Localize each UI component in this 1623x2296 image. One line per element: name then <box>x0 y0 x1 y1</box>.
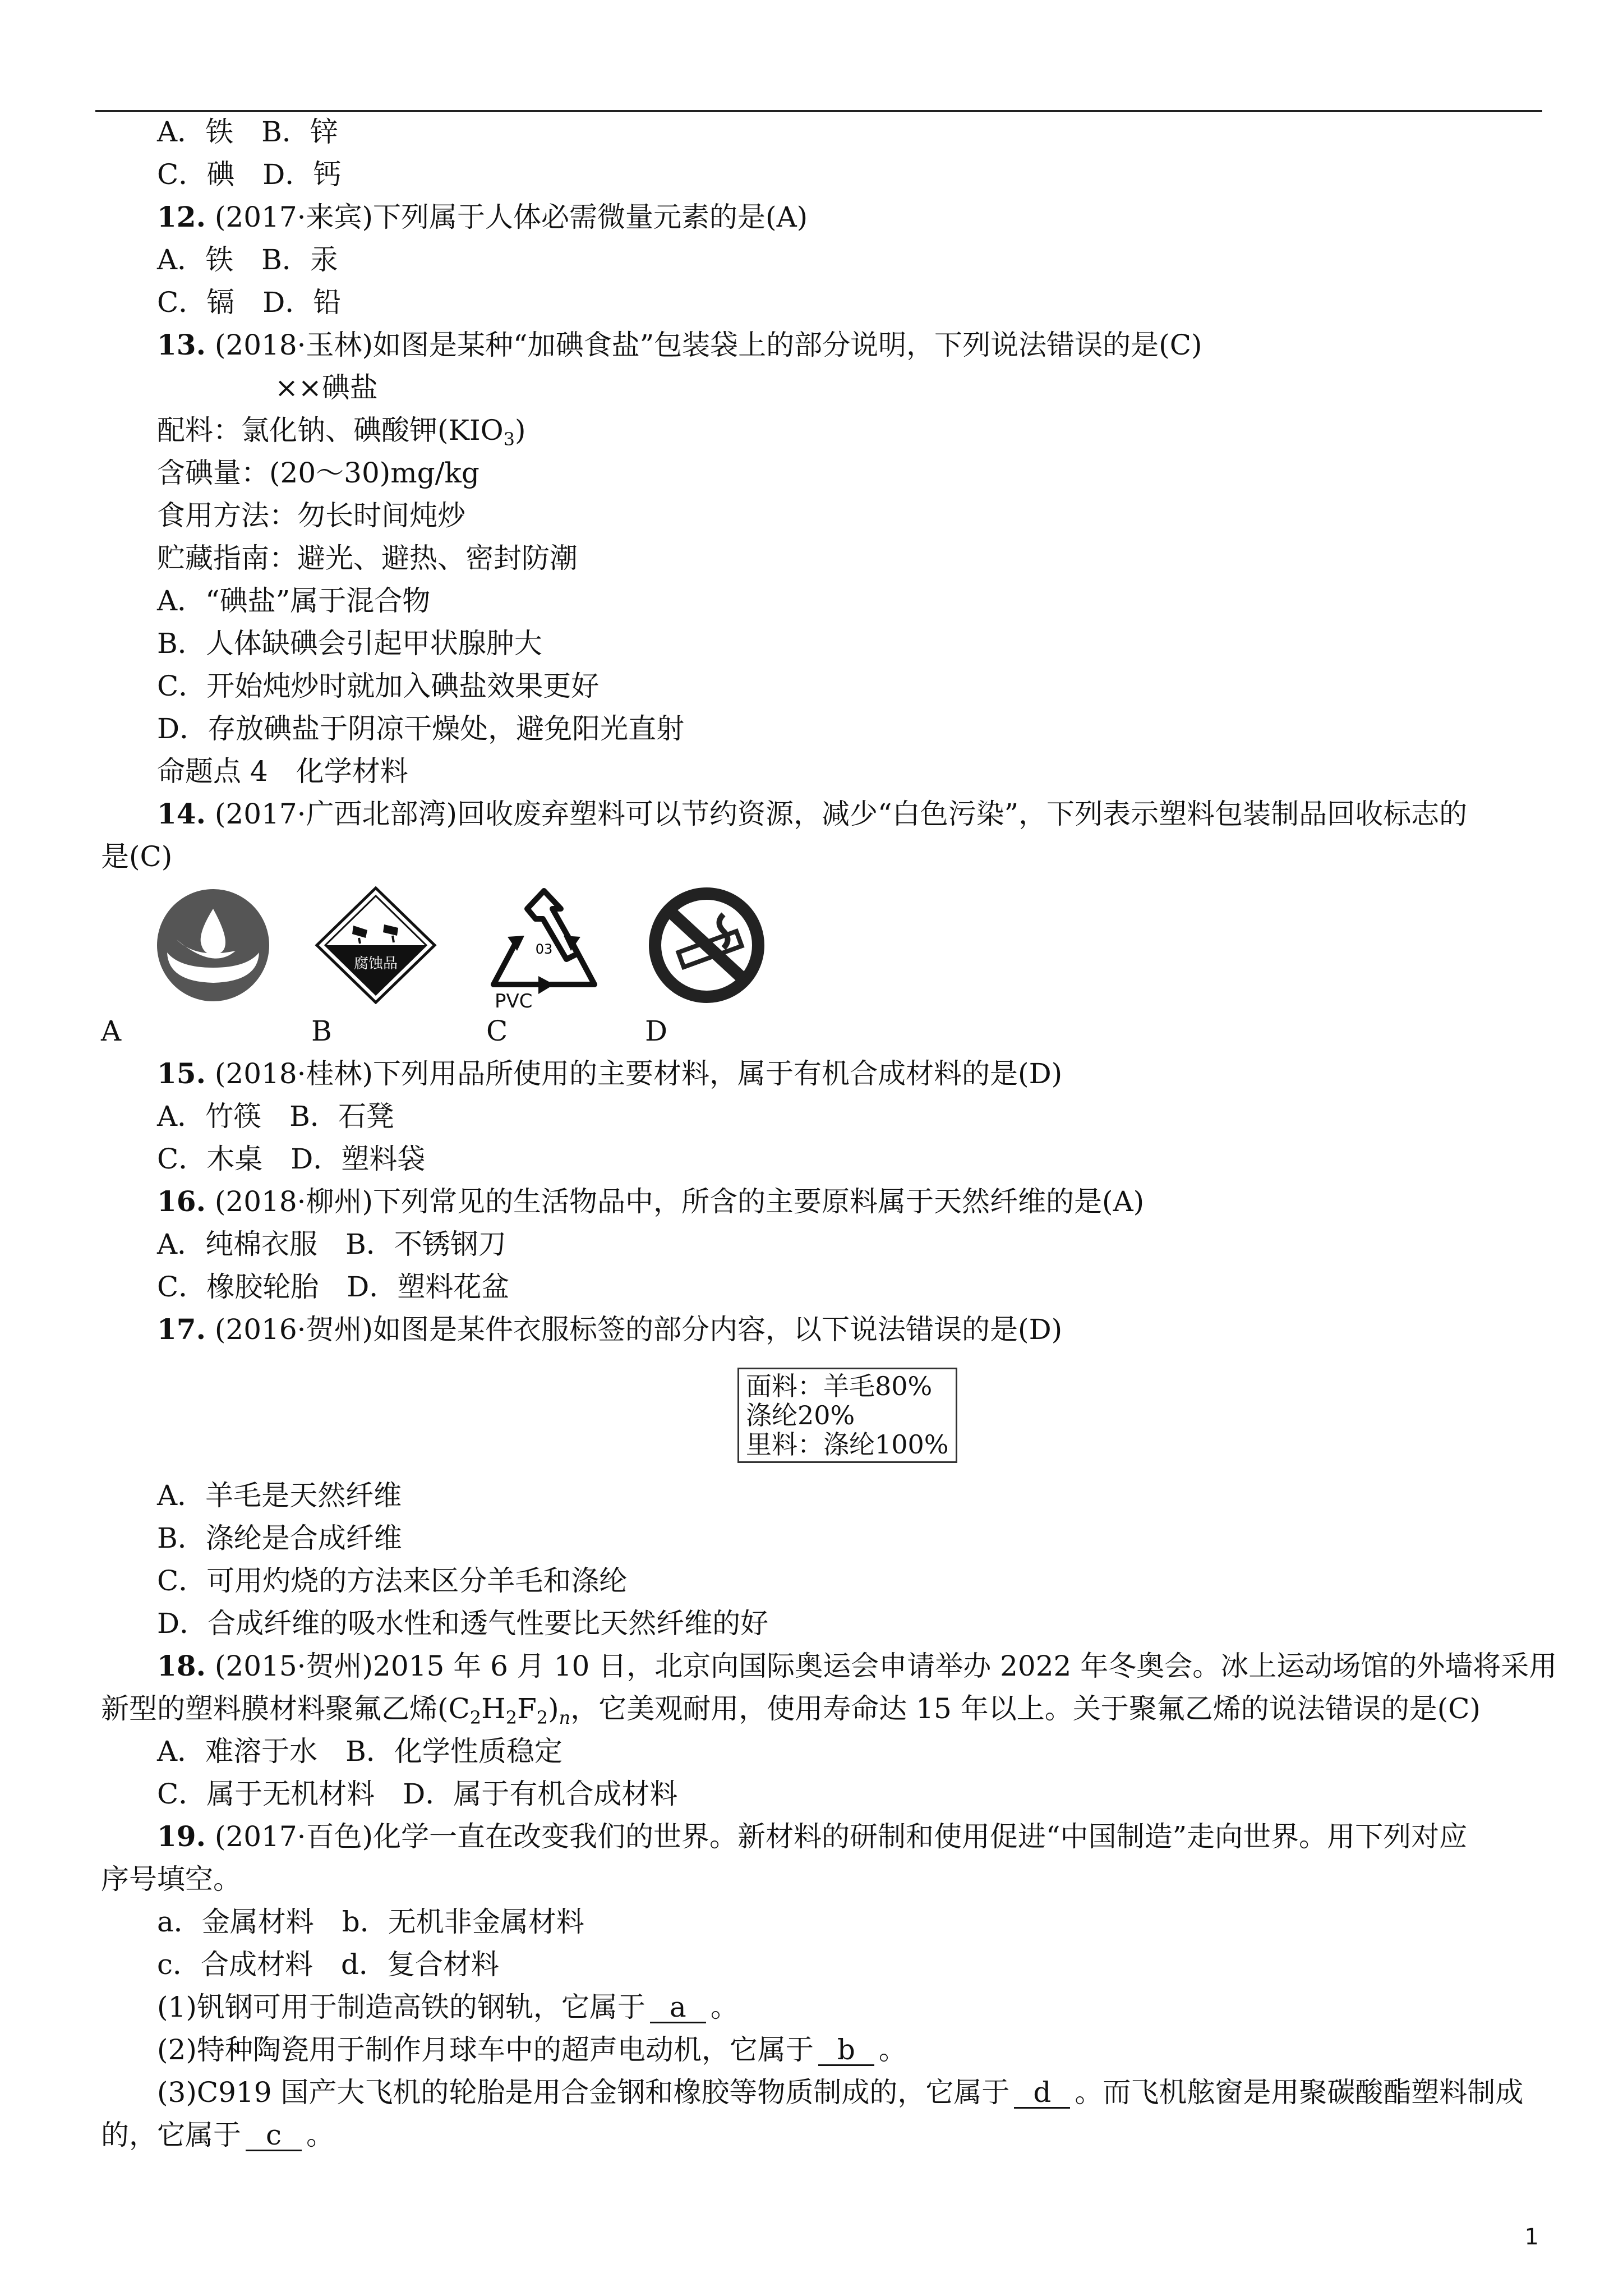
option-line: a．金属材料 b．无机非金属材料 <box>157 1906 584 1938</box>
label-row: 面料：羊毛80% <box>746 1371 933 1401</box>
option-line: c．合成材料 d．复合材料 <box>157 1948 500 1981</box>
question-text-cont: 序号填空。 <box>101 1863 241 1895</box>
salt-ingredients <box>157 413 525 456</box>
corrosive-text: 腐蚀品 <box>353 955 398 972</box>
question-number: 17. <box>157 1313 206 1346</box>
question-12 <box>157 200 808 234</box>
question-text: (2016·贺州)如图是某件衣服标签的部分内容，以下说法错误的是(D) <box>214 1313 1063 1346</box>
icon-label-d: D <box>645 1015 668 1047</box>
subscript: 2 <box>505 1707 518 1728</box>
option-line: C．碘 D．钙 <box>157 158 342 191</box>
text: 。 <box>306 2119 334 2151</box>
question-text: (2018·柳州)下列常见的生活物品中，所含的主要原料属于天然纤维的是(A) <box>214 1185 1145 1218</box>
resin-code: 03 <box>535 941 553 957</box>
subscript: 2 <box>469 1707 482 1728</box>
question-text-cont <box>101 1692 1481 1734</box>
answer-blank: a <box>650 1993 706 2023</box>
pvc-recycle-icon <box>482 886 606 1004</box>
question-number: 15. <box>157 1057 206 1090</box>
question-17 <box>157 1313 1062 1346</box>
label-row: 涤纶20% <box>746 1400 855 1430</box>
text: 。而飞机舷窗是用聚碳酸酯塑料制成 <box>1075 2076 1524 2109</box>
option-line: B．人体缺碘会引起甲状腺肿大 <box>157 627 542 660</box>
question-text: (2018·桂林)下列用品所使用的主要材料，属于有机合成材料的是(D) <box>214 1057 1063 1090</box>
no-smoking-icon <box>645 886 768 1004</box>
icon-label-c: C <box>486 1015 508 1047</box>
topic-heading: 命题点 4 化学材料 <box>157 755 408 788</box>
question-number: 18. <box>157 1649 206 1682</box>
question-text: (2015·贺州)2015 年 6 月 10 日，北京向国际奥运会申请举办 2022 年冬奥会。冰上运动场馆的外墙将采用 <box>214 1650 1557 1682</box>
text: H <box>481 1692 506 1725</box>
option-line: A．难溶于水 B．化学性质稳定 <box>157 1735 562 1768</box>
subscript: n <box>559 1707 571 1728</box>
sub-question-2 <box>157 2033 907 2067</box>
text: ，它美观耐用，使用寿命达 15 年以上。关于聚氟乙烯的说法错误的是(C) <box>570 1692 1481 1725</box>
text: 配料：氯化钠、碘酸钾(KIO <box>157 414 504 447</box>
salt-title: ××碘盐 <box>275 371 378 404</box>
subscript: 2 <box>536 1707 548 1728</box>
question-14 <box>157 797 1467 831</box>
question-19 <box>157 1820 1467 1853</box>
option-line: C．橡胶轮胎 D．塑料花盆 <box>157 1271 510 1303</box>
sub-question-1 <box>157 1990 739 2024</box>
option-line: C．木桌 D．塑料袋 <box>157 1143 426 1175</box>
question-16 <box>157 1185 1144 1218</box>
text: (1)钒钢可用于制造高铁的钢轨，它属于 <box>157 1991 645 2023</box>
question-15 <box>157 1057 1062 1091</box>
salt-storage: 贮藏指南：避光、避热、密封防潮 <box>157 542 578 574</box>
sub-question-3 <box>157 2076 1523 2109</box>
salt-iodine: 含碘量：(20～30)mg/kg <box>157 457 479 489</box>
text: F <box>517 1692 537 1725</box>
clothing-label <box>737 1368 957 1463</box>
icon-label-b: B <box>311 1015 332 1047</box>
question-text: (2018·玉林)如图是某种“加碘食盐”包装袋上的部分说明，下列说法错误的是(C) <box>214 329 1202 361</box>
text: 。 <box>878 2033 907 2066</box>
text: (3)C919 国产大飞机的轮胎是用合金钢和橡胶等物质制成的，它属于 <box>157 2076 1010 2109</box>
option-line: C．镉 D．铅 <box>157 286 342 319</box>
question-text-cont: 是(C) <box>101 840 173 873</box>
sub-question-3-cont <box>101 2118 334 2152</box>
question-number: 19. <box>157 1820 206 1853</box>
option-line: A．竹筷 B．石凳 <box>157 1100 394 1133</box>
option-line: C．属于无机材料 D．属于有机合成材料 <box>157 1778 678 1810</box>
subscript: 3 <box>503 429 515 450</box>
option-line: A．铁 B．锌 <box>157 116 338 148</box>
question-text: (2017·广西北部湾)回收废弃塑料可以节约资源，减少“白色污染”，下列表示塑料包装制品回收标志的 <box>214 798 1468 830</box>
answer-blank: c <box>246 2120 302 2151</box>
question-number: 14. <box>157 797 206 830</box>
question-text: (2017·来宾)下列属于人体必需微量元素的是(A) <box>214 201 808 233</box>
question-number: 16. <box>157 1185 206 1218</box>
answer-blank: d <box>1014 2078 1070 2109</box>
option-line: B．涤纶是合成纤维 <box>157 1522 402 1554</box>
icon-label-a: A <box>101 1015 122 1047</box>
option-line: A．铁 B．汞 <box>157 243 338 276</box>
text: ) <box>548 1692 559 1725</box>
question-18 <box>157 1649 1557 1683</box>
salt-usage: 食用方法：勿长时间炖炒 <box>157 499 465 532</box>
label-row: 里料：涤纶100% <box>746 1429 949 1460</box>
text: 。 <box>710 1991 739 2023</box>
option-line: A．“碘盐”属于混合物 <box>157 585 431 617</box>
text: (2)特种陶瓷用于制作月球车中的超声电动机，它属于 <box>157 2033 814 2066</box>
option-line: D．合成纤维的吸水性和透气性要比天然纤维的好 <box>157 1607 769 1640</box>
question-number: 12. <box>157 200 206 233</box>
option-line: C．开始炖炒时就加入碘盐效果更好 <box>157 670 600 702</box>
text: ) <box>514 414 526 447</box>
header-rule <box>95 110 1542 112</box>
corrosive-hazard-icon <box>314 886 437 1004</box>
option-line: D．存放碘盐于阴凉干燥处，避免阳光直射 <box>157 712 685 745</box>
option-line: A．纯棉衣服 B．不锈钢刀 <box>157 1228 506 1260</box>
text: 新型的塑料膜材料聚氟乙烯(C <box>101 1692 470 1725</box>
question-text: (2017·百色)化学一直在改变我们的世界。新材料的研制和使用促进“中国制造”走向世界。用下列对应 <box>214 1820 1468 1853</box>
text: 的，它属于 <box>101 2119 241 2151</box>
option-line: C．可用灼烧的方法来区分羊毛和涤纶 <box>157 1565 628 1597</box>
option-line: A．羊毛是天然纤维 <box>157 1479 402 1512</box>
water-drop-icon <box>151 886 275 1004</box>
question-number: 13. <box>157 328 206 361</box>
answer-blank: b <box>818 2035 874 2066</box>
question-13 <box>157 328 1202 362</box>
pvc-label: PVC <box>495 990 533 1013</box>
page-number: 1 <box>1524 2224 1539 2250</box>
